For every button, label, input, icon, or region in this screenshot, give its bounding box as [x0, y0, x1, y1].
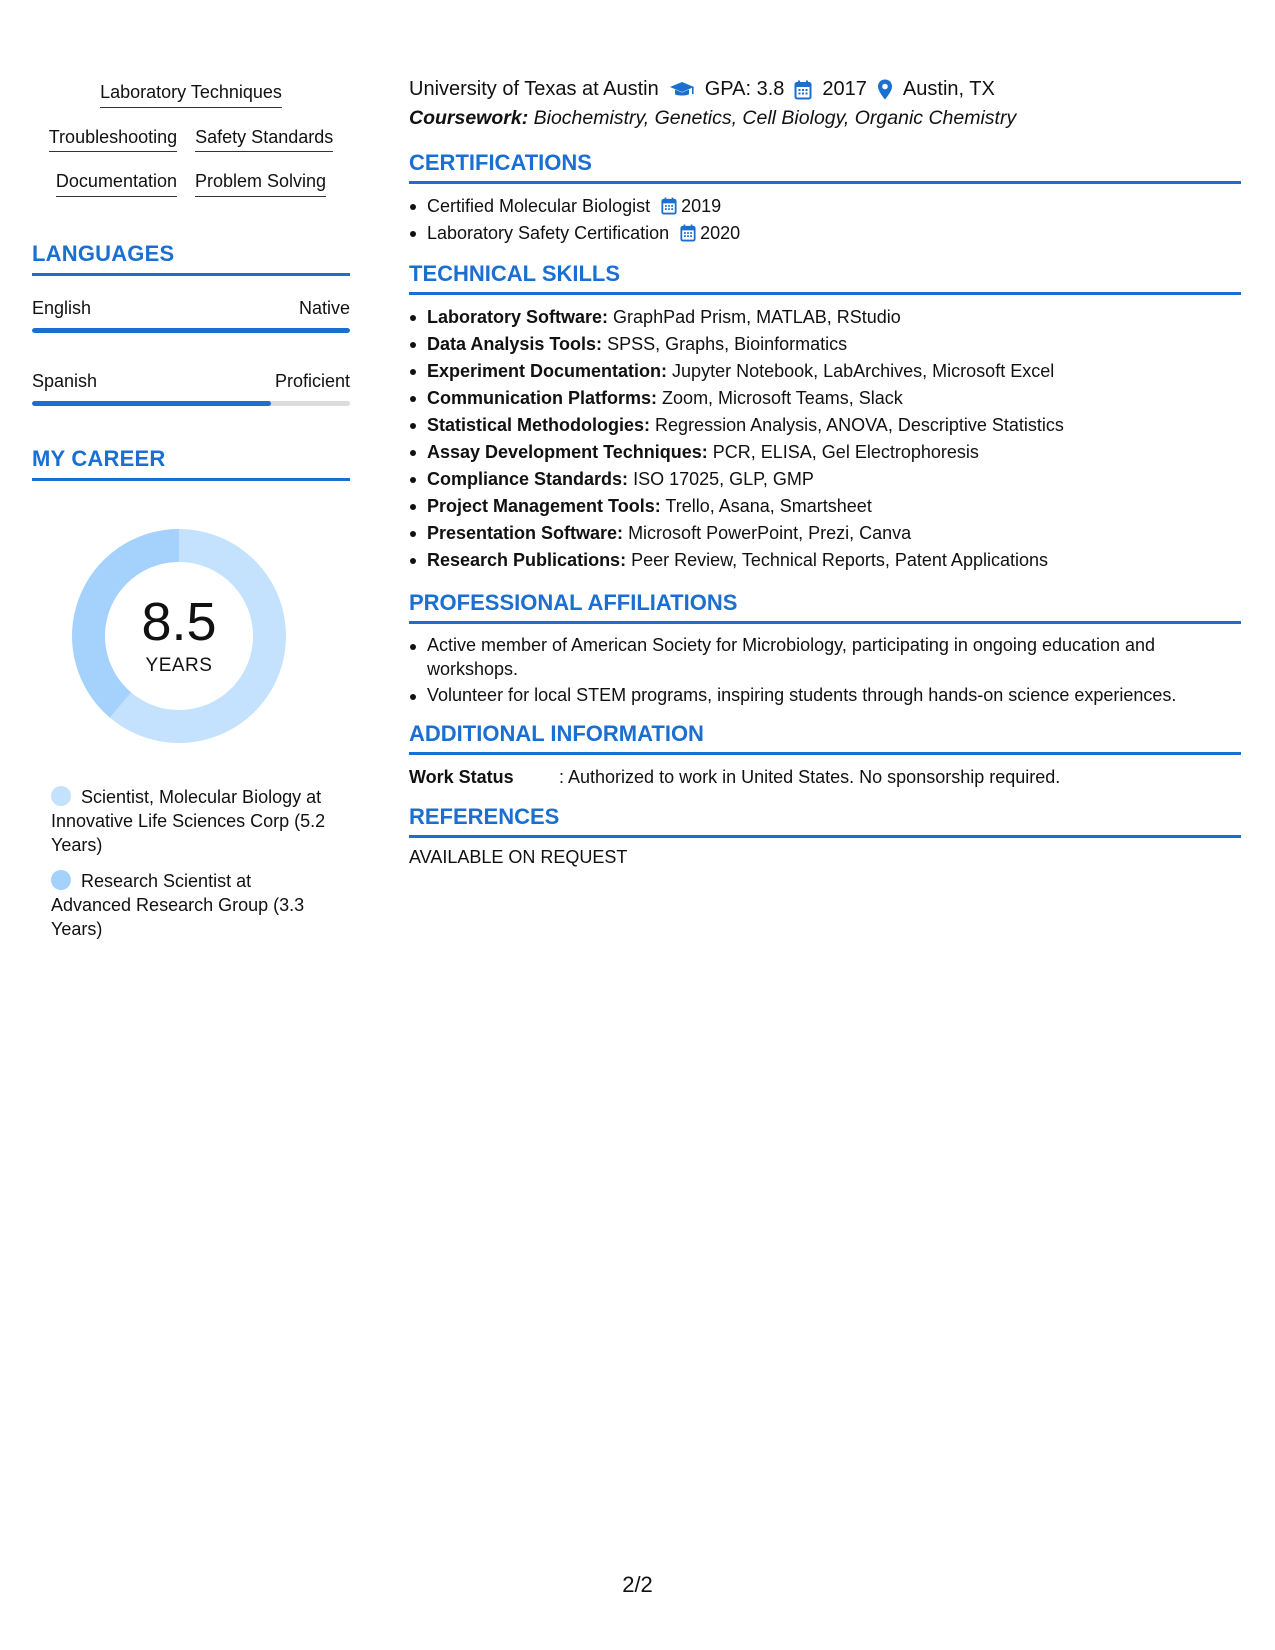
- language-bar: [32, 401, 350, 406]
- technical-skill-value: ISO 17025, GLP, GMP: [633, 469, 814, 489]
- technical-skill-label: Communication Platforms:: [427, 388, 658, 408]
- career-item: [51, 869, 331, 941]
- technical-skill-item: [409, 466, 1241, 493]
- career-total: [66, 523, 292, 749]
- affiliation-item: Active member of American Society for Microbiology, participating in ongoing education and workshops.: [409, 633, 1241, 681]
- technical-skill-label: Research Publications:: [427, 550, 627, 570]
- language-name: English: [32, 297, 92, 318]
- technical-skill-label: Experiment Documentation:: [427, 361, 668, 381]
- technical-skill-item: [409, 331, 1241, 358]
- skill-tag: Troubleshooting: [49, 127, 177, 153]
- legend-dot: [51, 870, 71, 890]
- language-level: Proficient: [274, 370, 350, 391]
- main-content: [409, 78, 1241, 868]
- technical-skill-label: Assay Development Techniques:: [427, 442, 708, 462]
- language-bar-fill: [32, 401, 271, 406]
- certification-year: 2020: [700, 223, 741, 243]
- affiliation-item: Volunteer for local STEM programs, inspiring students through hands-on science experiences.: [409, 683, 1241, 707]
- technical-skill-label: Laboratory Software:: [427, 307, 609, 327]
- technical-skill-item: [409, 547, 1241, 574]
- technical-skill-item: [409, 520, 1241, 547]
- coursework-value: Biochemistry, Genetics, Cell Biology, Organic Chemistry: [533, 107, 1017, 129]
- legend-dot: [51, 786, 71, 806]
- calendar-icon: [680, 224, 696, 242]
- career-total-number: 8.5: [141, 591, 217, 652]
- coursework-label: Coursework:: [409, 107, 529, 129]
- language-row: [32, 298, 350, 319]
- references-heading: REFERENCES: [409, 804, 1241, 838]
- affiliations-heading: PROFESSIONAL AFFILIATIONS: [409, 590, 1241, 624]
- languages-heading: LANGUAGES: [32, 241, 350, 276]
- affiliations-list: [409, 633, 1241, 707]
- technical-skill-label: Compliance Standards:: [427, 469, 629, 489]
- work-status-value: : Authorized to work in United States. No sponsorship required.: [559, 767, 1061, 787]
- technical-skills-heading: TECHNICAL SKILLS: [409, 261, 1241, 295]
- skill-tag: Laboratory Techniques: [100, 82, 282, 108]
- certifications-list: [409, 193, 1241, 247]
- language-row: [32, 371, 350, 392]
- sidebar: [32, 82, 350, 953]
- certification-year: 2019: [681, 196, 722, 216]
- career-total-unit: YEARS: [145, 654, 213, 676]
- career-item-text: Research Scientist at Advanced Research Group (3.3 Years): [51, 870, 305, 939]
- technical-skill-value: PCR, ELISA, Gel Electrophoresis: [712, 442, 979, 462]
- technical-skill-item: [409, 385, 1241, 412]
- skill-tag: Problem Solving: [195, 171, 326, 197]
- technical-skill-value: Zoom, Microsoft Teams, Slack: [662, 388, 903, 408]
- career-item: [51, 785, 331, 857]
- skill-tag: Documentation: [56, 171, 177, 197]
- certification-date: [661, 196, 721, 216]
- location-pin-icon: [877, 79, 893, 100]
- certification-item: [409, 220, 1241, 247]
- certification-name: Certified Molecular Biologist: [427, 196, 651, 216]
- skill-row: [32, 82, 350, 108]
- calendar-icon: [661, 197, 677, 215]
- technical-skill-item: [409, 304, 1241, 331]
- skill-row: [32, 171, 350, 197]
- skill-tag: Safety Standards: [195, 127, 333, 153]
- language-name: Spanish: [32, 370, 98, 391]
- technical-skill-item: [409, 493, 1241, 520]
- skills-tags: [32, 82, 350, 197]
- career-legend: [51, 785, 331, 941]
- skill-row: [32, 127, 350, 153]
- technical-skill-value: GraphPad Prism, MATLAB, RStudio: [613, 307, 901, 327]
- technical-skill-item: [409, 358, 1241, 385]
- career-heading: MY CAREER: [32, 446, 350, 481]
- certification-date: [680, 223, 740, 243]
- career-item-text: Scientist, Molecular Biology at Innovative Life Sciences Corp (5.2 Years): [51, 786, 326, 855]
- language-bar: [32, 328, 350, 333]
- languages-list: [32, 298, 350, 406]
- graduation-year: 2017: [822, 78, 867, 100]
- graduation-cap-icon: [669, 80, 695, 100]
- technical-skill-value: Jupyter Notebook, LabArchives, Microsoft Excel: [672, 361, 1055, 381]
- technical-skill-value: Microsoft PowerPoint, Prezi, Canva: [628, 523, 912, 543]
- school-name: University of Texas at Austin: [409, 78, 659, 100]
- work-status-label: Work Status: [409, 767, 514, 787]
- education-line: [409, 78, 1241, 101]
- technical-skill-value: Peer Review, Technical Reports, Patent Applications: [631, 550, 1048, 570]
- technical-skill-item: [409, 412, 1241, 439]
- technical-skills-list: [409, 304, 1241, 574]
- location: Austin, TX: [902, 78, 995, 100]
- coursework: [409, 107, 1241, 130]
- technical-skill-label: Project Management Tools:: [427, 496, 661, 516]
- references-text: AVAILABLE ON REQUEST: [409, 847, 628, 867]
- certification-name: Laboratory Safety Certification: [427, 223, 670, 243]
- calendar-icon: [794, 80, 812, 100]
- language-level: Native: [298, 297, 350, 318]
- technical-skill-value: Regression Analysis, ANOVA, Descriptive Statistics: [655, 415, 1064, 435]
- certifications-heading: CERTIFICATIONS: [409, 150, 1241, 184]
- page-number: 2/2: [622, 1572, 653, 1597]
- technical-skill-value: SPSS, Graphs, Bioinformatics: [607, 334, 848, 354]
- gpa: GPA: 3.8: [704, 78, 785, 100]
- technical-skill-value: Trello, Asana, Smartsheet: [665, 496, 872, 516]
- technical-skill-item: [409, 439, 1241, 466]
- technical-skill-label: Statistical Methodologies:: [427, 415, 651, 435]
- certification-item: [409, 193, 1241, 220]
- work-status-row: [409, 764, 1241, 790]
- career-donut-chart: [66, 523, 292, 749]
- language-bar-fill: [32, 328, 350, 333]
- technical-skill-label: Data Analysis Tools:: [427, 334, 603, 354]
- technical-skill-label: Presentation Software:: [427, 523, 624, 543]
- additional-info-heading: ADDITIONAL INFORMATION: [409, 721, 1241, 755]
